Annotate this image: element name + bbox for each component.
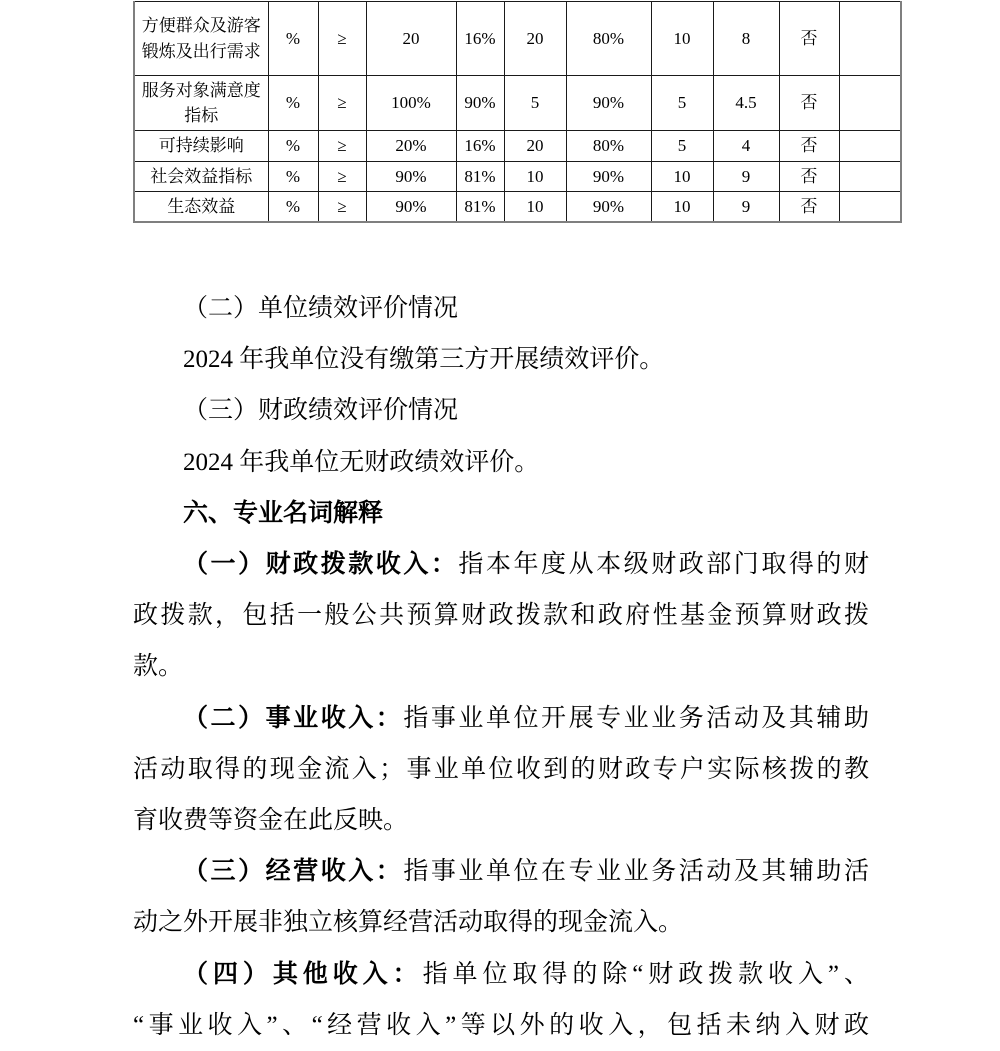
full-score-cell: 10 bbox=[651, 162, 713, 192]
direction-cell: ≥ bbox=[318, 76, 366, 131]
indicator-name-cell: 方便群众及游客锻炼及出行需求 bbox=[134, 2, 268, 76]
table-row bbox=[134, 192, 901, 222]
deviation-flag-cell: 否 bbox=[779, 2, 839, 76]
term-4-line-2: “事业收入”、“经营收入”等以外的收入，包括未纳入财政 bbox=[133, 1011, 869, 1039]
completion-value-cell: 90% bbox=[566, 162, 651, 192]
section-6-heading: 六、专业名词解释 bbox=[183, 498, 384, 527]
completion-value-cell: 80% bbox=[566, 2, 651, 76]
completion-value-cell: 90% bbox=[566, 192, 651, 222]
target-value-cell: 90% bbox=[366, 162, 456, 192]
weight-cell: 20 bbox=[504, 2, 566, 76]
deviation-flag-cell: 否 bbox=[779, 192, 839, 222]
adjusted-value-cell: 81% bbox=[456, 162, 504, 192]
direction-cell: ≥ bbox=[318, 2, 366, 76]
term-3-text: 指事业单位在专业业务活动及其辅助活 bbox=[403, 858, 869, 886]
adjusted-value-cell: 16% bbox=[456, 131, 504, 162]
full-score-cell: 5 bbox=[651, 131, 713, 162]
weight-cell: 10 bbox=[504, 162, 566, 192]
target-value-cell: 20 bbox=[366, 2, 456, 76]
term-4-line-1 bbox=[133, 949, 869, 1000]
table-row bbox=[134, 162, 901, 192]
adjusted-value-cell: 16% bbox=[456, 2, 504, 76]
completion-value-cell: 90% bbox=[566, 76, 651, 131]
indicator-name-cell: 生态效益 bbox=[134, 192, 268, 222]
term-2-line-3: 育收费等资金在此反映。 bbox=[133, 807, 409, 835]
weight-cell: 10 bbox=[504, 192, 566, 222]
term-2-label: （二）事业收入： bbox=[183, 704, 404, 732]
term-2-text: 指事业单位开展专业业务活动及其辅助 bbox=[403, 704, 869, 732]
unit-cell: % bbox=[268, 2, 318, 76]
unit-cell: % bbox=[268, 76, 318, 131]
score-cell: 9 bbox=[713, 192, 779, 222]
term-4-text: 指单位取得的除“财政拨款收入”、 bbox=[422, 960, 869, 988]
target-value-cell: 20% bbox=[366, 131, 456, 162]
term-1-label: （一）财政拨款收入： bbox=[183, 551, 459, 579]
performance-indicators-table bbox=[133, 1, 902, 223]
table-row bbox=[134, 131, 901, 162]
note-cell bbox=[839, 192, 901, 222]
term-4-label: （四）其他收入： bbox=[183, 960, 423, 988]
term-1-line-1 bbox=[133, 539, 869, 590]
note-cell bbox=[839, 2, 901, 76]
target-value-cell: 100% bbox=[366, 76, 456, 131]
adjusted-value-cell: 81% bbox=[456, 192, 504, 222]
score-cell: 9 bbox=[713, 162, 779, 192]
adjusted-value-cell: 90% bbox=[456, 76, 504, 131]
term-3-line-2: 动之外开展非独立核算经营活动取得的现金流入。 bbox=[133, 909, 684, 937]
score-cell: 8 bbox=[713, 2, 779, 76]
target-value-cell: 90% bbox=[366, 192, 456, 222]
unit-cell: % bbox=[268, 131, 318, 162]
completion-value-cell: 80% bbox=[566, 131, 651, 162]
note-cell bbox=[839, 131, 901, 162]
note-cell bbox=[839, 162, 901, 192]
direction-cell: ≥ bbox=[318, 131, 366, 162]
term-3-line-1 bbox=[133, 846, 869, 897]
term-1-text: 指本年度从本级财政部门取得的财 bbox=[458, 551, 869, 579]
section-3-heading: （三）财政绩效评价情况 bbox=[183, 397, 459, 425]
weight-cell: 5 bbox=[504, 76, 566, 131]
score-cell: 4 bbox=[713, 131, 779, 162]
table-row bbox=[134, 2, 901, 76]
full-score-cell: 10 bbox=[651, 192, 713, 222]
indicator-name-cell: 社会效益指标 bbox=[134, 162, 268, 192]
term-1-line-2: 政拨款，包括一般公共预算财政拨款和政府性基金预算财政拨 bbox=[133, 602, 869, 630]
indicator-name-cell: 服务对象满意度指标 bbox=[134, 76, 268, 131]
table-row bbox=[134, 76, 901, 131]
section-3-text: 2024 年我单位无财政绩效评价。 bbox=[183, 448, 540, 476]
body-text bbox=[133, 283, 869, 1051]
term-1-line-3: 款。 bbox=[133, 653, 184, 681]
unit-cell: % bbox=[268, 192, 318, 222]
indicator-name-cell: 可持续影响 bbox=[134, 131, 268, 162]
score-cell: 4.5 bbox=[713, 76, 779, 131]
direction-cell: ≥ bbox=[318, 162, 366, 192]
deviation-flag-cell: 否 bbox=[779, 162, 839, 192]
direction-cell: ≥ bbox=[318, 192, 366, 222]
weight-cell: 20 bbox=[504, 131, 566, 162]
unit-cell: % bbox=[268, 162, 318, 192]
term-3-label: （三）经营收入： bbox=[183, 858, 404, 886]
section-2-text: 2024 年我单位没有缴第三方开展绩效评价。 bbox=[183, 346, 665, 374]
section-2-heading: （二）单位绩效评价情况 bbox=[183, 295, 459, 322]
term-2-line-2: 活动取得的现金流入；事业单位收到的财政专户实际核拨的教 bbox=[133, 755, 869, 783]
deviation-flag-cell: 否 bbox=[779, 131, 839, 162]
deviation-flag-cell: 否 bbox=[779, 76, 839, 131]
term-2-line-1 bbox=[133, 693, 869, 744]
full-score-cell: 5 bbox=[651, 76, 713, 131]
full-score-cell: 10 bbox=[651, 2, 713, 76]
note-cell bbox=[839, 76, 901, 131]
